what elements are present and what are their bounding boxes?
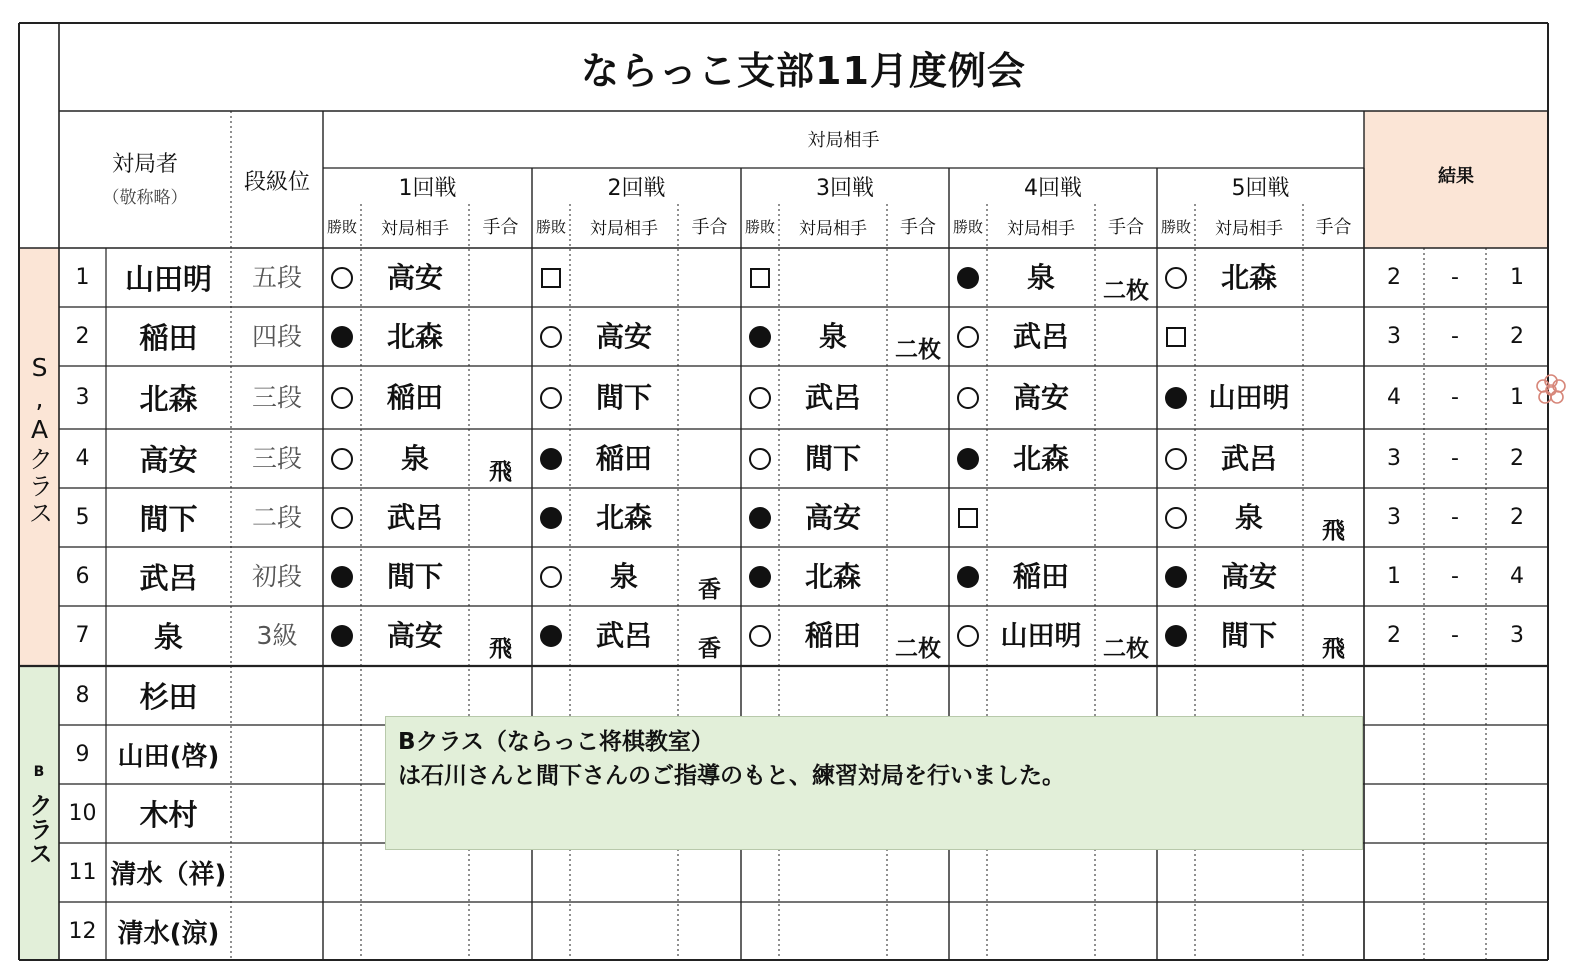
handicap xyxy=(678,433,741,488)
result-mark-win-icon xyxy=(323,248,361,307)
player-rank: 五段 xyxy=(251,262,302,292)
class-label-b: クラス xyxy=(24,793,53,865)
result-mark-bye-icon xyxy=(532,248,570,307)
subheader-handicap: 手合 xyxy=(1108,217,1144,238)
handicap xyxy=(1095,433,1157,488)
result-mark-loss-icon xyxy=(741,488,779,547)
opponent-name: 北森 xyxy=(386,319,443,353)
handicap: 二枚 xyxy=(895,636,941,662)
result-mark-loss-icon xyxy=(741,307,779,366)
wins-count: 4 xyxy=(1387,385,1401,410)
result-mark-win-icon xyxy=(741,429,779,488)
round-header-4: 4回戦 xyxy=(1024,175,1082,201)
result-mark-win-icon xyxy=(323,429,361,488)
subheader-win-loss: 勝敗 xyxy=(326,217,357,236)
opponent-name: 稲田 xyxy=(386,380,443,414)
subheader-win-loss: 勝敗 xyxy=(952,217,983,236)
player-number: 12 xyxy=(68,919,97,944)
opponent-name: 高安 xyxy=(386,260,443,294)
player-name: 清水（祥) xyxy=(110,860,227,890)
result-mark-win-icon xyxy=(1157,488,1195,547)
handicap: 二枚 xyxy=(1103,278,1149,304)
result-mark-win-icon xyxy=(741,606,779,665)
result-mark-win-icon xyxy=(949,606,987,665)
opponent-name: 高安 xyxy=(386,618,443,652)
handicap: 香 xyxy=(698,636,721,662)
result-mark-loss-icon xyxy=(741,547,779,606)
subheader-win-loss: 勝敗 xyxy=(744,217,775,236)
subheader-win-loss: 勝敗 xyxy=(1160,217,1191,236)
handicap: 二枚 xyxy=(895,337,941,363)
opponent-name: 武呂 xyxy=(1220,441,1277,475)
player-name: 山田明 xyxy=(124,262,212,296)
player-number: 10 xyxy=(68,801,97,826)
handicap xyxy=(469,492,532,547)
result-mark-loss-icon xyxy=(949,429,987,488)
player-name: 山田(啓) xyxy=(117,742,220,772)
opponent-name: 泉 xyxy=(1234,500,1263,534)
opponent-name xyxy=(779,248,887,303)
result-separator: - xyxy=(1451,505,1459,530)
class-label-b-small: B xyxy=(33,764,45,780)
handicap xyxy=(887,551,949,606)
b-class-note-line2: は石川さんと間下さんのご指導のもと、練習対局を行いました。 xyxy=(398,763,1065,789)
player-rank: 3級 xyxy=(256,620,298,650)
player-number: 6 xyxy=(75,564,90,589)
handicap xyxy=(887,252,949,307)
player-number: 7 xyxy=(75,623,90,648)
handicap xyxy=(1303,372,1364,427)
result-mark-loss-icon xyxy=(949,547,987,606)
opponent-name: 高安 xyxy=(1012,380,1069,414)
opponent-name: 武呂 xyxy=(595,618,652,652)
opponent-name: 北森 xyxy=(1012,441,1069,475)
player-name: 木村 xyxy=(139,798,198,832)
round-header-2: 2回戦 xyxy=(607,175,666,201)
opponent-name: 北森 xyxy=(1220,260,1277,294)
result-mark-win-icon xyxy=(741,368,779,427)
handicap: 飛 xyxy=(489,459,512,485)
round-header-5: 5回戦 xyxy=(1231,175,1290,201)
result-mark-win-icon xyxy=(532,547,570,606)
handicap: 二枚 xyxy=(1103,636,1149,662)
subheader-opponent: 対局相手 xyxy=(381,218,449,239)
player-number: 8 xyxy=(75,683,90,708)
class-label-sa: S,Aクラス xyxy=(25,353,54,527)
opponent-name: 高安 xyxy=(595,319,652,353)
opponent-name: 泉 xyxy=(1026,260,1055,294)
result-mark-loss-icon xyxy=(532,606,570,665)
opponent-name: 武呂 xyxy=(1012,319,1069,353)
opponent-name: 山田明 xyxy=(1000,621,1082,652)
player-name: 稲田 xyxy=(139,321,198,355)
player-rank: 二段 xyxy=(251,502,302,532)
result-mark-win-icon xyxy=(532,307,570,366)
result-separator: - xyxy=(1451,265,1459,290)
subheader-opponent: 対局相手 xyxy=(1007,218,1075,239)
opponent-name: 間下 xyxy=(386,559,443,593)
player-rank: 三段 xyxy=(251,443,302,473)
subheader-win-loss: 勝敗 xyxy=(535,217,566,236)
player-number: 5 xyxy=(75,505,90,530)
header-opponents: 対局相手 xyxy=(807,129,880,151)
handicap: 香 xyxy=(698,577,721,603)
handicap: 飛 xyxy=(1322,518,1345,544)
player-number: 9 xyxy=(75,742,90,767)
opponent-name: 泉 xyxy=(818,319,847,353)
result-mark-loss-icon xyxy=(532,488,570,547)
opponent-name: 泉 xyxy=(609,559,638,593)
result-mark-loss-icon xyxy=(323,307,361,366)
handicap xyxy=(469,252,532,307)
opponent-name: 山田明 xyxy=(1208,383,1290,414)
player-number: 3 xyxy=(75,385,90,410)
player-number: 11 xyxy=(68,860,97,885)
player-name: 高安 xyxy=(139,443,198,477)
round-header-1: 1回戦 xyxy=(398,175,457,201)
wins-count: 2 xyxy=(1387,623,1401,648)
subheader-handicap: 手合 xyxy=(1315,217,1352,238)
opponent-name xyxy=(570,248,678,303)
player-name: 泉 xyxy=(153,620,183,654)
handicap xyxy=(1303,252,1364,307)
result-mark-bye-icon xyxy=(949,488,987,547)
subheader-opponent: 対局相手 xyxy=(1215,218,1283,239)
losses-count: 1 xyxy=(1510,385,1524,410)
handicap xyxy=(469,551,532,606)
handicap xyxy=(1095,492,1157,547)
handicap xyxy=(887,372,949,427)
player-name: 間下 xyxy=(139,502,198,536)
opponent-name: 間下 xyxy=(1220,618,1277,652)
header-honorific: （敬称略） xyxy=(102,187,188,208)
losses-count: 2 xyxy=(1510,505,1524,530)
result-mark-win-icon xyxy=(1157,248,1195,307)
opponent-name: 泉 xyxy=(400,441,429,475)
subheader-handicap: 手合 xyxy=(482,217,519,238)
opponent-name: 北森 xyxy=(595,500,652,534)
opponent-name: 間下 xyxy=(595,380,652,414)
result-separator: - xyxy=(1451,324,1459,349)
handicap: 飛 xyxy=(1322,636,1345,662)
losses-count: 2 xyxy=(1510,446,1524,471)
player-name: 武呂 xyxy=(139,561,198,595)
player-rank: 四段 xyxy=(251,321,302,351)
handicap xyxy=(678,311,741,366)
player-number: 4 xyxy=(75,446,90,471)
result-mark-bye-icon xyxy=(741,248,779,307)
result-mark-win-icon xyxy=(323,488,361,547)
result-mark-loss-icon xyxy=(1157,547,1195,606)
opponent-name: 武呂 xyxy=(386,500,443,534)
player-number: 1 xyxy=(75,265,90,290)
handicap xyxy=(887,492,949,547)
subheader-handicap: 手合 xyxy=(691,217,728,238)
opponent-name: 高安 xyxy=(1220,559,1277,593)
handicap xyxy=(1095,311,1157,366)
player-name: 北森 xyxy=(139,382,198,416)
wins-count: 3 xyxy=(1387,505,1401,530)
result-mark-bye-icon xyxy=(1157,307,1195,366)
wins-count: 2 xyxy=(1387,265,1401,290)
handicap xyxy=(678,252,741,307)
opponent-name: 稲田 xyxy=(595,441,652,475)
header-result: 結果 xyxy=(1438,165,1474,187)
handicap xyxy=(469,311,532,366)
result-mark-win-icon xyxy=(949,368,987,427)
result-separator: - xyxy=(1451,623,1459,648)
result-separator: - xyxy=(1451,385,1459,410)
handicap xyxy=(469,372,532,427)
opponent-name xyxy=(987,488,1095,543)
losses-count: 3 xyxy=(1510,623,1524,648)
result-mark-loss-icon xyxy=(323,606,361,665)
result-mark-win-icon xyxy=(532,368,570,427)
handicap: 飛 xyxy=(489,636,512,662)
player-rank: 三段 xyxy=(251,382,302,412)
subheader-handicap: 手合 xyxy=(900,217,936,238)
opponent-name: 武呂 xyxy=(804,380,861,414)
opponent-name: 高安 xyxy=(804,500,861,534)
wins-count: 1 xyxy=(1387,564,1401,589)
handicap xyxy=(1303,551,1364,606)
wins-count: 3 xyxy=(1387,324,1401,349)
b-class-note-line1: Bクラス（ならっこ将棋教室） xyxy=(398,729,714,755)
wins-count: 3 xyxy=(1387,446,1401,471)
losses-count: 4 xyxy=(1510,564,1524,589)
header-player: 対局者 xyxy=(111,151,178,177)
player-number: 2 xyxy=(75,324,90,349)
player-rank: 初段 xyxy=(251,561,302,591)
header-rank: 段級位 xyxy=(243,169,310,195)
handicap xyxy=(1303,311,1364,366)
player-name: 杉田 xyxy=(139,680,198,714)
result-separator: - xyxy=(1451,564,1459,589)
subheader-opponent: 対局相手 xyxy=(799,218,867,239)
result-mark-loss-icon xyxy=(323,547,361,606)
losses-count: 2 xyxy=(1510,324,1524,349)
opponent-name: 間下 xyxy=(804,441,861,475)
handicap xyxy=(1303,433,1364,488)
losses-count: 1 xyxy=(1510,265,1524,290)
result-separator: - xyxy=(1451,446,1459,471)
opponent-name xyxy=(1195,307,1303,362)
result-mark-loss-icon xyxy=(1157,606,1195,665)
handicap xyxy=(678,492,741,547)
round-header-3: 3回戦 xyxy=(816,175,874,201)
handicap xyxy=(1095,551,1157,606)
subheader-opponent: 対局相手 xyxy=(590,218,658,239)
handicap xyxy=(887,433,949,488)
opponent-name: 稲田 xyxy=(804,618,861,652)
result-mark-loss-icon xyxy=(532,429,570,488)
b-class-note xyxy=(385,716,1363,850)
result-mark-win-icon xyxy=(949,307,987,366)
result-mark-loss-icon xyxy=(1157,368,1195,427)
opponent-name: 稲田 xyxy=(1012,559,1069,593)
handicap xyxy=(1095,372,1157,427)
result-mark-win-icon xyxy=(323,368,361,427)
opponent-name: 北森 xyxy=(804,559,861,593)
player-name: 清水(涼) xyxy=(117,919,220,949)
result-mark-loss-icon xyxy=(949,248,987,307)
handicap xyxy=(678,372,741,427)
page-title: ならっこ支部11月度例会 xyxy=(581,48,1026,93)
result-mark-win-icon xyxy=(1157,429,1195,488)
